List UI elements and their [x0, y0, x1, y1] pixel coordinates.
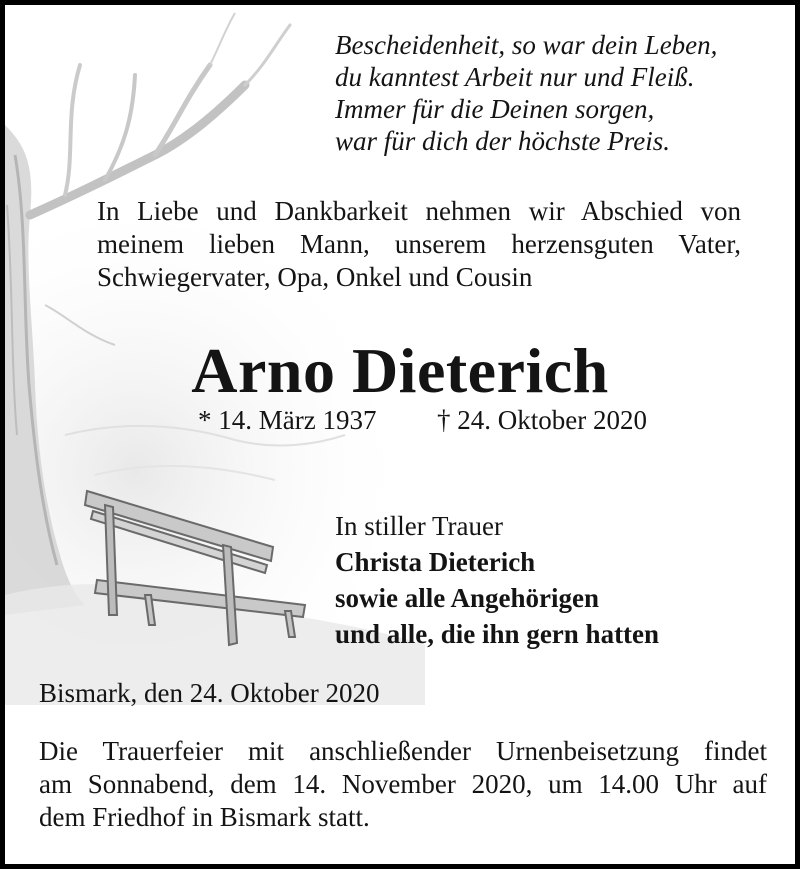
intro-line: meinem lieben Mann, unserem herzensguten Vater,	[97, 229, 741, 259]
mourners-intro: In stiller Trauer	[335, 511, 503, 541]
mourner-line: sowie alle Angehörigen	[335, 583, 599, 613]
service-line: Die Trauerfeier mit anschließender Urnenbeisetzung findet	[39, 736, 767, 766]
memorial-poem	[335, 29, 717, 157]
intro-line: In Liebe und Dankbarkeit nehmen wir Abschied von	[97, 196, 741, 226]
mourner-line: und alle, die ihn gern hatten	[335, 619, 660, 649]
poem-line: Bescheidenheit, so war dein Leben,	[335, 30, 718, 60]
place-and-date: Bismark, den 24. Oktober 2020	[39, 678, 380, 708]
funeral-service-info	[39, 735, 767, 834]
poem-line: Immer für die Deinen sorgen,	[335, 94, 655, 124]
service-line: am Sonnabend, dem 14. November 2020, um 14.00 Uhr auf	[39, 769, 767, 799]
poem-line: war für dich der höchste Preis.	[335, 126, 670, 156]
birth-date: * 14. März 1937	[198, 405, 377, 435]
mourner-line: Christa Dieterich	[335, 547, 536, 577]
poem-line: du kanntest Arbeit nur und Fleiß.	[335, 62, 695, 92]
mourners-block	[335, 508, 659, 652]
deceased-name: Arno Dieterich	[191, 335, 609, 406]
service-line: dem Friedhof in Bismark statt.	[39, 802, 370, 832]
farewell-intro	[97, 195, 741, 294]
death-date: † 24. Oktober 2020	[437, 405, 647, 435]
intro-line: Schwiegervater, Opa, Onkel und Cousin	[97, 262, 533, 292]
